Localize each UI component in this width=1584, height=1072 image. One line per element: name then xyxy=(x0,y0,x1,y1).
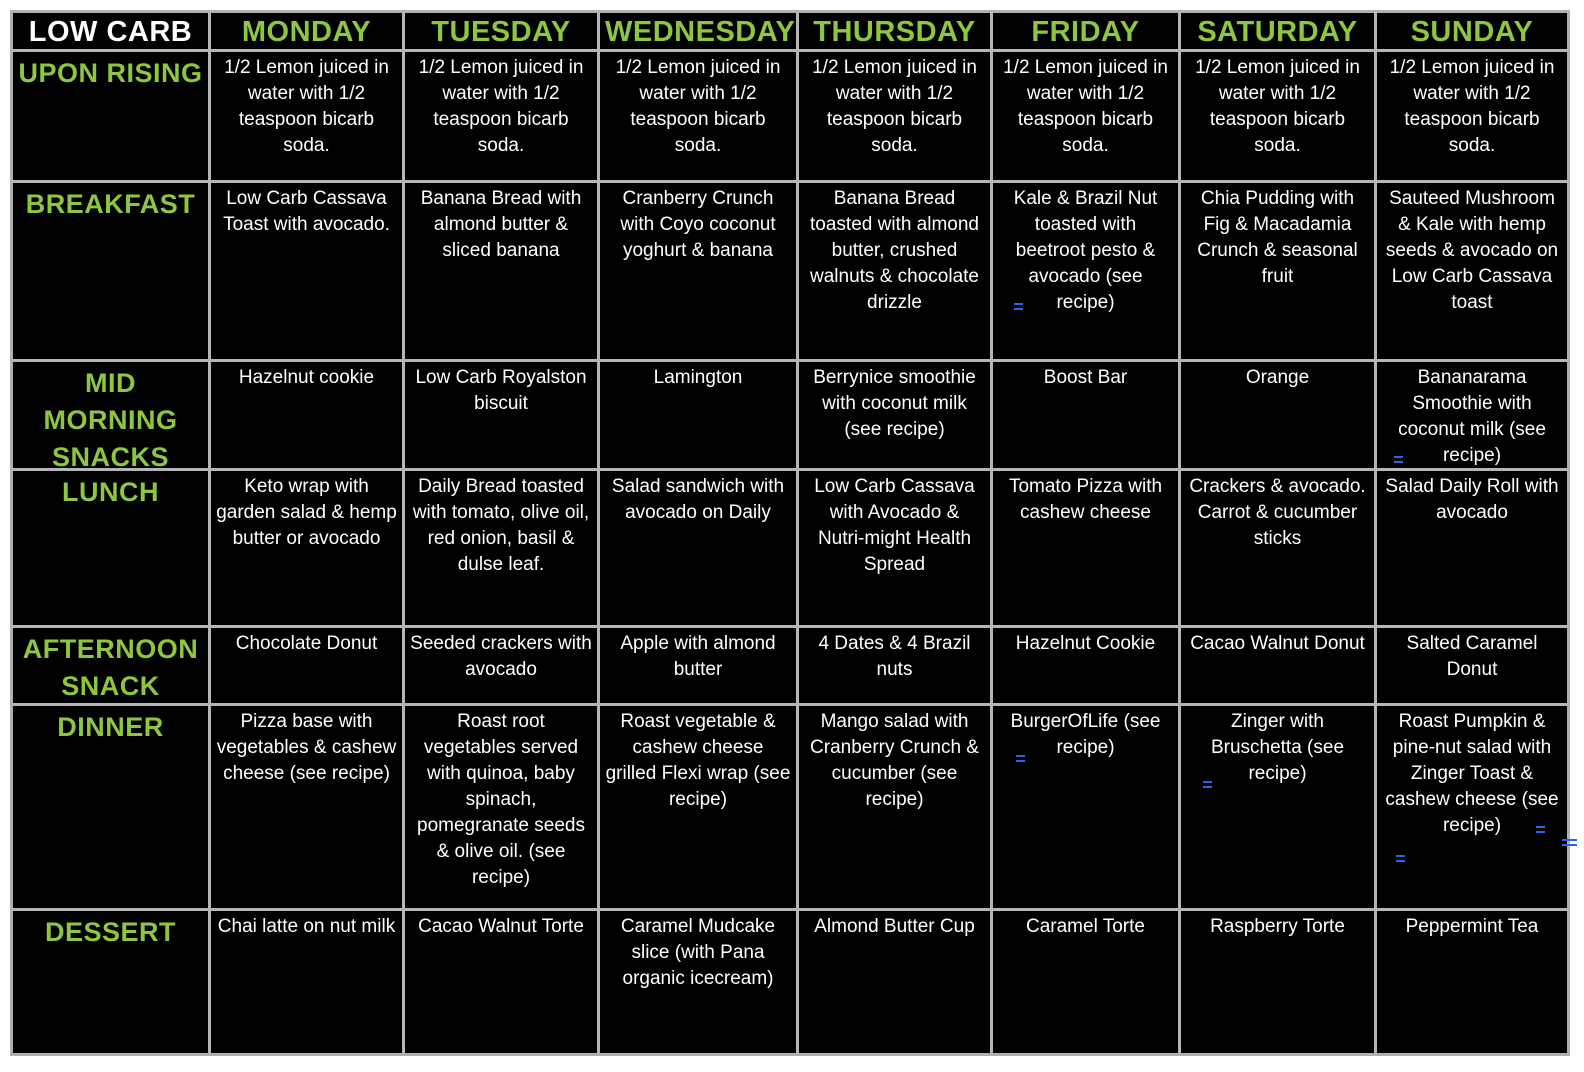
revision-mark xyxy=(1014,303,1023,310)
meal-cell-upon-rising-thursday: 1/2 Lemon juiced in water with 1/2 teaspoon bicarb soda. xyxy=(799,52,990,180)
row-label-dessert: DESSERT xyxy=(13,911,208,1053)
meal-cell-lunch-friday: Tomato Pizza with cashew cheese xyxy=(993,471,1178,625)
day-header-wednesday: WEDNESDAY xyxy=(600,13,796,49)
meal-cell-dessert-thursday: Almond Butter Cup xyxy=(799,911,990,1053)
revision-mark xyxy=(1536,826,1545,833)
meal-cell-afternoon-saturday: Cacao Walnut Donut xyxy=(1181,628,1374,703)
meal-cell-lunch-tuesday: Daily Bread toasted with tomato, olive oil, red onion, basil & dulse leaf. xyxy=(405,471,597,625)
meal-cell-breakfast-monday: Low Carb Cassava Toast with avocado. xyxy=(211,183,402,359)
meal-cell-dessert-monday: Chai latte on nut milk xyxy=(211,911,402,1053)
meal-cell-breakfast-tuesday: Banana Bread with almond butter & sliced banana xyxy=(405,183,597,359)
meal-cell-upon-rising-friday: 1/2 Lemon juiced in water with 1/2 teaspoon bicarb soda. xyxy=(993,52,1178,180)
day-header-saturday: SATURDAY xyxy=(1181,13,1374,49)
revision-mark xyxy=(1203,781,1212,788)
meal-cell-afternoon-wednesday: Apple with almond butter xyxy=(600,628,796,703)
meal-cell-dinner-wednesday: Roast vegetable & cashew cheese grilled Flexi wrap (see recipe) xyxy=(600,706,796,908)
meal-cell-breakfast-wednesday: Cranberry Crunch with Coyo coconut yoghurt & banana xyxy=(600,183,796,359)
table-title: LOW CARB xyxy=(13,13,208,49)
meal-cell-breakfast-sunday: Sauteed Mushroom & Kale with hemp seeds & avocado on Low Carb Cassava toast xyxy=(1377,183,1567,359)
meal-cell-breakfast-thursday: Banana Bread toasted with almond butter, crushed walnuts & chocolate drizzle xyxy=(799,183,990,359)
row-label-mid-morning-snacks: MID MORNING SNACKS xyxy=(13,362,208,468)
meal-cell-breakfast-friday: Kale & Brazil Nut toasted with beetroot pesto & avocado (see recipe) xyxy=(993,183,1178,359)
meal-cell-breakfast-saturday: Chia Pudding with Fig & Macadamia Crunch & seasonal fruit xyxy=(1181,183,1374,359)
revision-mark xyxy=(1016,755,1025,762)
meal-cell-afternoon-sunday: Salted Caramel Donut xyxy=(1377,628,1567,703)
meal-cell-lunch-sunday: Salad Daily Roll with avocado xyxy=(1377,471,1567,625)
revision-mark xyxy=(1394,456,1403,463)
meal-cell-dessert-tuesday: Cacao Walnut Torte xyxy=(405,911,597,1053)
meal-cell-lunch-monday: Keto wrap with garden salad & hemp butter or avocado xyxy=(211,471,402,625)
meal-cell-mid-morning-sunday: Bananarama Smoothie with coconut milk (see recipe) xyxy=(1377,362,1567,468)
meal-cell-afternoon-friday: Hazelnut Cookie xyxy=(993,628,1178,703)
meal-cell-lunch-saturday: Crackers & avocado. Carrot & cucumber sticks xyxy=(1181,471,1374,625)
meal-cell-dessert-saturday: Raspberry Torte xyxy=(1181,911,1374,1053)
meal-cell-afternoon-thursday: 4 Dates & 4 Brazil nuts xyxy=(799,628,990,703)
meal-cell-dinner-saturday: Zinger with Bruschetta (see recipe) xyxy=(1181,706,1374,908)
meal-cell-dinner-tuesday: Roast root vegetables served with quinoa, baby spinach, pomegranate seeds & olive oil. (see recipe) xyxy=(405,706,597,908)
meal-cell-afternoon-tuesday: Seeded crackers with avocado xyxy=(405,628,597,703)
row-label-breakfast: BREAKFAST xyxy=(13,183,208,359)
meal-cell-mid-morning-monday: Hazelnut cookie xyxy=(211,362,402,468)
row-label-dinner: DINNER xyxy=(13,706,208,908)
meal-cell-mid-morning-saturday: Orange xyxy=(1181,362,1374,468)
meal-cell-mid-morning-wednesday: Lamington xyxy=(600,362,796,468)
day-header-sunday: SUNDAY xyxy=(1377,13,1567,49)
meal-cell-dinner-thursday: Mango salad with Cranberry Crunch & cucumber (see recipe) xyxy=(799,706,990,908)
meal-cell-upon-rising-saturday: 1/2 Lemon juiced in water with 1/2 teaspoon bicarb soda. xyxy=(1181,52,1374,180)
row-label-lunch: LUNCH xyxy=(13,471,208,625)
revision-mark xyxy=(1562,839,1577,846)
revision-mark xyxy=(1396,855,1405,862)
day-header-thursday: THURSDAY xyxy=(799,13,990,49)
meal-cell-dinner-friday: BurgerOfLife (see recipe) xyxy=(993,706,1178,908)
meal-cell-lunch-thursday: Low Carb Cassava with Avocado & Nutri-might Health Spread xyxy=(799,471,990,625)
meal-cell-dessert-wednesday: Caramel Mudcake slice (with Pana organic icecream) xyxy=(600,911,796,1053)
meal-cell-upon-rising-sunday: 1/2 Lemon juiced in water with 1/2 teaspoon bicarb soda. xyxy=(1377,52,1567,180)
meal-cell-dessert-friday: Caramel Torte xyxy=(993,911,1178,1053)
meal-cell-upon-rising-wednesday: 1/2 Lemon juiced in water with 1/2 teaspoon bicarb soda. xyxy=(600,52,796,180)
meal-cell-lunch-wednesday: Salad sandwich with avocado on Daily xyxy=(600,471,796,625)
row-label-upon-rising: UPON RISING xyxy=(13,52,208,180)
meal-cell-mid-morning-tuesday: Low Carb Royalston biscuit xyxy=(405,362,597,468)
meal-cell-upon-rising-tuesday: 1/2 Lemon juiced in water with 1/2 teaspoon bicarb soda. xyxy=(405,52,597,180)
day-header-monday: MONDAY xyxy=(211,13,402,49)
day-header-tuesday: TUESDAY xyxy=(405,13,597,49)
day-header-friday: FRIDAY xyxy=(993,13,1178,49)
meal-cell-afternoon-monday: Chocolate Donut xyxy=(211,628,402,703)
meal-cell-mid-morning-friday: Boost Bar xyxy=(993,362,1178,468)
meal-cell-dinner-monday: Pizza base with vegetables & cashew cheese (see recipe) xyxy=(211,706,402,908)
low-carb-meal-plan-table xyxy=(10,10,1570,1056)
meal-cell-upon-rising-monday: 1/2 Lemon juiced in water with 1/2 teaspoon bicarb soda. xyxy=(211,52,402,180)
row-label-afternoon-snack: AFTERNOON SNACK xyxy=(13,628,208,703)
meal-cell-dinner-sunday: Roast Pumpkin & pine-nut salad with Zinger Toast & cashew cheese (see recipe) xyxy=(1377,706,1567,908)
meal-cell-mid-morning-thursday: Berrynice smoothie with coconut milk (see recipe) xyxy=(799,362,990,468)
meal-cell-dessert-sunday: Peppermint Tea xyxy=(1377,911,1567,1053)
